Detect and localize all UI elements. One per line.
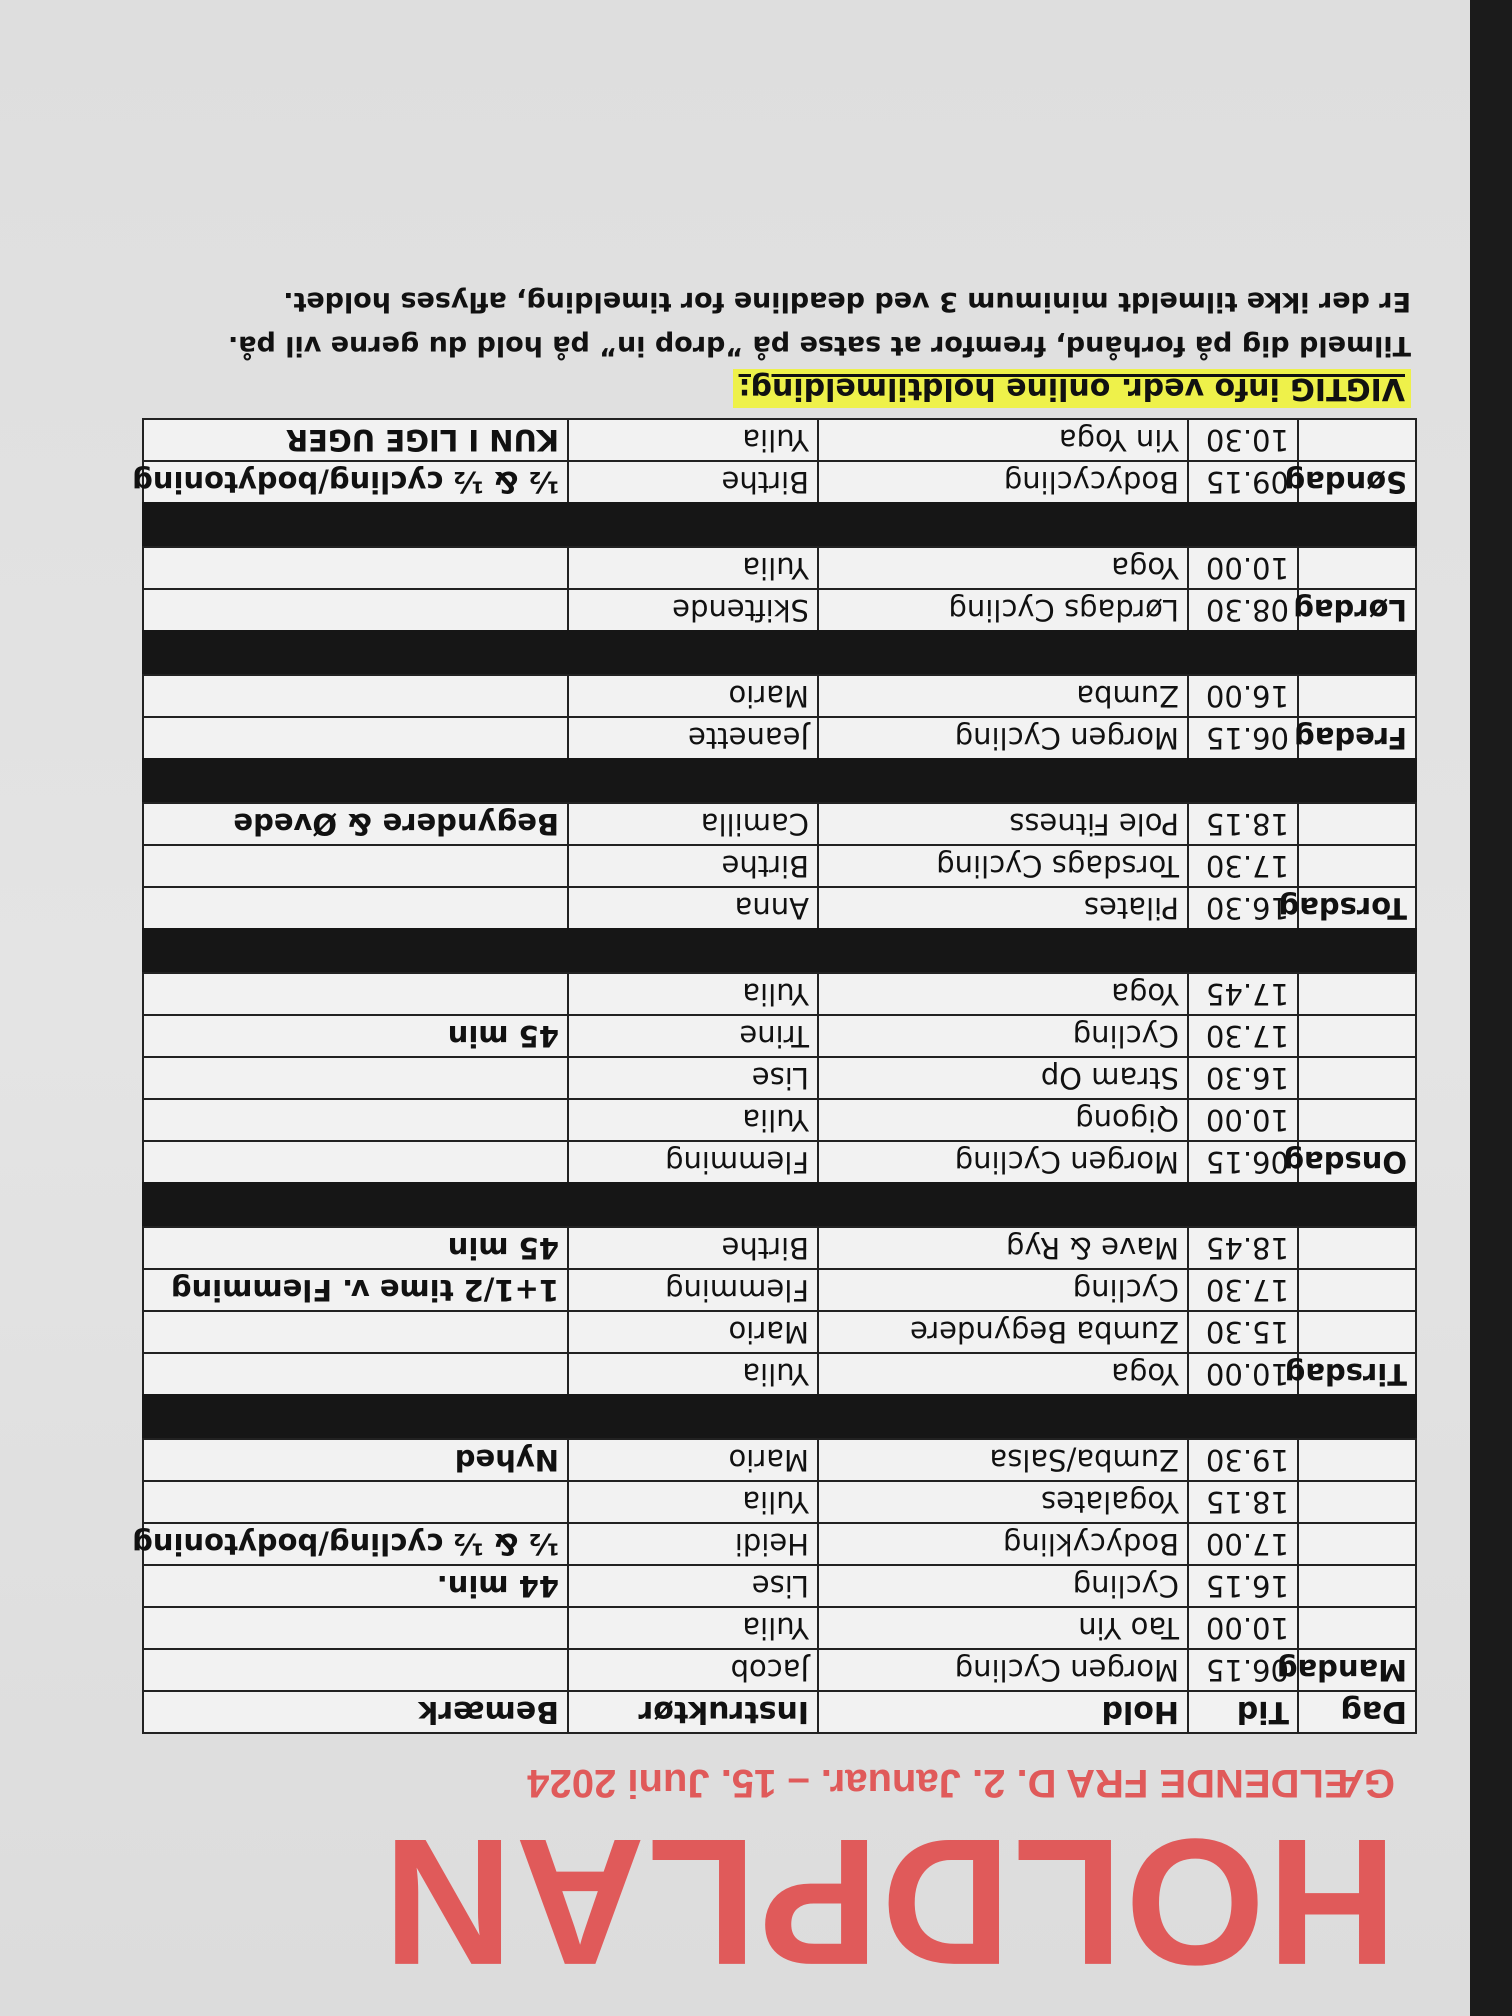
class-cell: Cycling <box>818 1269 1188 1311</box>
instructor-cell: Yulia <box>568 973 818 1015</box>
class-cell: Pilates <box>818 887 1188 929</box>
separator-bar <box>143 759 1416 803</box>
remark-cell: Nyhed <box>143 1439 568 1481</box>
instructor-cell: Lise <box>568 1565 818 1607</box>
day-cell <box>1298 547 1416 589</box>
table-row <box>143 1607 1416 1649</box>
day-cell <box>1298 1269 1416 1311</box>
table-row <box>143 1565 1416 1607</box>
day-separator <box>143 631 1416 675</box>
remark-cell <box>143 1057 568 1099</box>
table-row <box>143 717 1416 759</box>
class-cell: Morgen Cycling <box>818 1649 1188 1691</box>
remark-cell: 1+1/2 time v. Flemming <box>143 1269 568 1311</box>
remark-cell <box>143 717 568 759</box>
table-row <box>143 1057 1416 1099</box>
time-cell: 06.15 <box>1188 1649 1298 1691</box>
class-cell: Zumba <box>818 675 1188 717</box>
day-separator <box>143 759 1416 803</box>
table-row <box>143 1099 1416 1141</box>
day-cell <box>1298 1311 1416 1353</box>
table-row <box>143 1523 1416 1565</box>
remark-cell <box>143 1353 568 1395</box>
instructor-cell: Skiftende <box>568 589 818 631</box>
separator-bar <box>143 1183 1416 1227</box>
instructor-cell: Heidi <box>568 1523 818 1565</box>
header-instructor: Instruktør <box>568 1691 818 1733</box>
remark-cell: Begyndere & Øvede <box>143 803 568 845</box>
class-cell: Stram Op <box>818 1057 1188 1099</box>
sheet-content <box>72 281 1417 2002</box>
time-cell: 17.30 <box>1188 845 1298 887</box>
day-cell <box>1298 1481 1416 1523</box>
table-row <box>143 589 1416 631</box>
header-day: Dag <box>1298 1691 1416 1733</box>
notice-line-2: Er der ikke tilmeldt minimum 3 ved deadline for timelding, aflyses holdet. <box>283 286 1411 317</box>
time-cell: 17.30 <box>1188 1015 1298 1057</box>
table-row <box>143 547 1416 589</box>
remark-cell <box>143 1649 568 1691</box>
remark-cell: ½ & ½ cycling/bodytoning <box>143 1523 568 1565</box>
time-cell: 18.15 <box>1188 1481 1298 1523</box>
class-cell: Mave & Ryg <box>818 1227 1188 1269</box>
notice-line-1: Tilmeld dig på forhånd, fremfor at satse på ”drop in” på hold du gerne vil på. <box>228 330 1411 361</box>
instructor-cell: Jacob <box>568 1649 818 1691</box>
day-cell: Mandag <box>1298 1649 1416 1691</box>
class-cell: Yoga <box>818 547 1188 589</box>
class-cell: Pole Fitness <box>818 803 1188 845</box>
instructor-cell: Mario <box>568 1439 818 1481</box>
class-cell: Zumba/Salsa <box>818 1439 1188 1481</box>
day-separator <box>143 929 1416 973</box>
separator-bar <box>143 631 1416 675</box>
table-row <box>143 845 1416 887</box>
class-cell: Yin Yoga <box>818 419 1188 461</box>
instructor-cell: Mario <box>568 1311 818 1353</box>
header-remark: Bemærk <box>143 1691 568 1733</box>
notice-box <box>72 281 1417 408</box>
class-cell: Tao Yin <box>818 1607 1188 1649</box>
table-row <box>143 973 1416 1015</box>
remark-cell <box>143 1607 568 1649</box>
time-cell: 10.00 <box>1188 547 1298 589</box>
table-row <box>143 1439 1416 1481</box>
time-cell: 16.30 <box>1188 1057 1298 1099</box>
time-cell: 10.00 <box>1188 1607 1298 1649</box>
time-cell: 10.00 <box>1188 1099 1298 1141</box>
class-cell: Yoga <box>818 973 1188 1015</box>
day-separator <box>143 1395 1416 1439</box>
separator-bar <box>143 1395 1416 1439</box>
remark-cell <box>143 845 568 887</box>
table-row <box>143 675 1416 717</box>
class-cell: Yogalates <box>818 1481 1188 1523</box>
schedule-body <box>132 419 1416 1691</box>
day-cell <box>1298 1565 1416 1607</box>
time-cell: 06.15 <box>1188 717 1298 759</box>
day-cell <box>1298 803 1416 845</box>
page-title: HOLDPLAN <box>381 1801 1397 2002</box>
table-row <box>143 1311 1416 1353</box>
remark-cell <box>143 1099 568 1141</box>
time-cell: 17.45 <box>1188 973 1298 1015</box>
day-separator <box>143 503 1416 547</box>
day-cell: Tirsdag <box>1298 1353 1416 1395</box>
remark-cell: 44 min. <box>143 1565 568 1607</box>
table-row <box>143 887 1416 929</box>
remark-cell <box>143 675 568 717</box>
class-cell: Lørdags Cycling <box>818 589 1188 631</box>
remark-cell: 45 min <box>143 1015 568 1057</box>
day-cell <box>1298 1015 1416 1057</box>
header-class: Hold <box>818 1691 1188 1733</box>
day-cell <box>1298 845 1416 887</box>
instructor-cell: Lise <box>568 1057 818 1099</box>
class-cell: Qigong <box>818 1099 1188 1141</box>
table-row <box>143 1269 1416 1311</box>
class-cell: Morgen Cycling <box>818 717 1188 759</box>
instructor-cell: Yulia <box>568 1607 818 1649</box>
instructor-cell: Mario <box>568 675 818 717</box>
remark-cell <box>143 973 568 1015</box>
day-cell <box>1298 1439 1416 1481</box>
class-cell: Zumba Begyndere <box>818 1311 1188 1353</box>
class-cell: Bodycykling <box>818 1523 1188 1565</box>
remark-cell: 45 min <box>143 1227 568 1269</box>
day-separator <box>143 1183 1416 1227</box>
instructor-cell: Flemming <box>568 1141 818 1183</box>
instructor-cell: Jeanette <box>568 717 818 759</box>
time-cell: 10.30 <box>1188 419 1298 461</box>
instructor-cell: Yulia <box>568 1481 818 1523</box>
separator-bar <box>143 929 1416 973</box>
day-cell <box>1298 1099 1416 1141</box>
class-schedule-table <box>132 418 1417 1734</box>
class-cell: Cycling <box>818 1015 1188 1057</box>
remark-cell <box>143 1481 568 1523</box>
instructor-cell: Birthe <box>568 461 818 503</box>
remark-cell <box>143 547 568 589</box>
class-cell: Yoga <box>818 1353 1188 1395</box>
time-cell: 08.30 <box>1188 589 1298 631</box>
day-cell: Lørdag <box>1298 589 1416 631</box>
day-cell <box>1298 1057 1416 1099</box>
table-row <box>143 1649 1416 1691</box>
instructor-cell: Yulia <box>568 1099 818 1141</box>
instructor-cell: Yulia <box>568 419 818 461</box>
time-cell: 17.00 <box>1188 1523 1298 1565</box>
remark-cell <box>143 1311 568 1353</box>
notice-title: VIGTIG info vedr. online holdtilmelding: <box>733 369 1411 408</box>
table-row <box>143 419 1416 461</box>
day-cell: Fredag <box>1298 717 1416 759</box>
instructor-cell: Yulia <box>568 1353 818 1395</box>
table-row <box>143 1227 1416 1269</box>
remark-cell: KUN I LIGE UGER <box>143 419 568 461</box>
class-cell: Morgen Cycling <box>818 1141 1188 1183</box>
class-cell: Bodycycling <box>818 461 1188 503</box>
day-cell: Torsdag <box>1298 887 1416 929</box>
table-row <box>143 1141 1416 1183</box>
time-cell: 10.00 <box>1188 1353 1298 1395</box>
day-cell <box>1298 973 1416 1015</box>
remark-cell <box>143 887 568 929</box>
separator-bar <box>143 503 1416 547</box>
table-row <box>143 1015 1416 1057</box>
time-cell: 19.30 <box>1188 1439 1298 1481</box>
time-cell: 16.30 <box>1188 887 1298 929</box>
class-cell: Torsdags Cycling <box>818 845 1188 887</box>
day-cell <box>1298 1607 1416 1649</box>
remark-cell: ½ & ½ cycling/bodytoning <box>143 461 568 503</box>
instructor-cell: Camilla <box>568 803 818 845</box>
day-cell <box>1298 1227 1416 1269</box>
class-cell: Cycling <box>818 1565 1188 1607</box>
time-cell: 17.30 <box>1188 1269 1298 1311</box>
instructor-cell: Anna <box>568 887 818 929</box>
time-cell: 16.15 <box>1188 1565 1298 1607</box>
instructor-cell: Yulia <box>568 547 818 589</box>
time-cell: 15.30 <box>1188 1311 1298 1353</box>
time-cell: 09.15 <box>1188 461 1298 503</box>
time-cell: 06.15 <box>1188 1141 1298 1183</box>
table-row <box>143 461 1416 503</box>
day-cell <box>1298 675 1416 717</box>
header-time: Tid <box>1188 1691 1298 1733</box>
table-row <box>143 803 1416 845</box>
remark-cell <box>143 1141 568 1183</box>
instructor-cell: Trine <box>568 1015 818 1057</box>
instructor-cell: Birthe <box>568 845 818 887</box>
instructor-cell: Flemming <box>568 1269 818 1311</box>
instructor-cell: Birthe <box>568 1227 818 1269</box>
time-cell: 18.45 <box>1188 1227 1298 1269</box>
table-row <box>143 1353 1416 1395</box>
day-cell <box>1298 1523 1416 1565</box>
table-header-row <box>143 1691 1416 1733</box>
validity-period: GÆLDENDE FRA D. 2. Januar. – 15. Juni 2024 <box>527 1761 1395 1805</box>
day-cell <box>1298 419 1416 461</box>
time-cell: 18.15 <box>1188 803 1298 845</box>
remark-cell <box>143 589 568 631</box>
table-row <box>143 1481 1416 1523</box>
day-cell: Onsdag <box>1298 1141 1416 1183</box>
day-cell: Søndag <box>1298 461 1416 503</box>
time-cell: 16.00 <box>1188 675 1298 717</box>
